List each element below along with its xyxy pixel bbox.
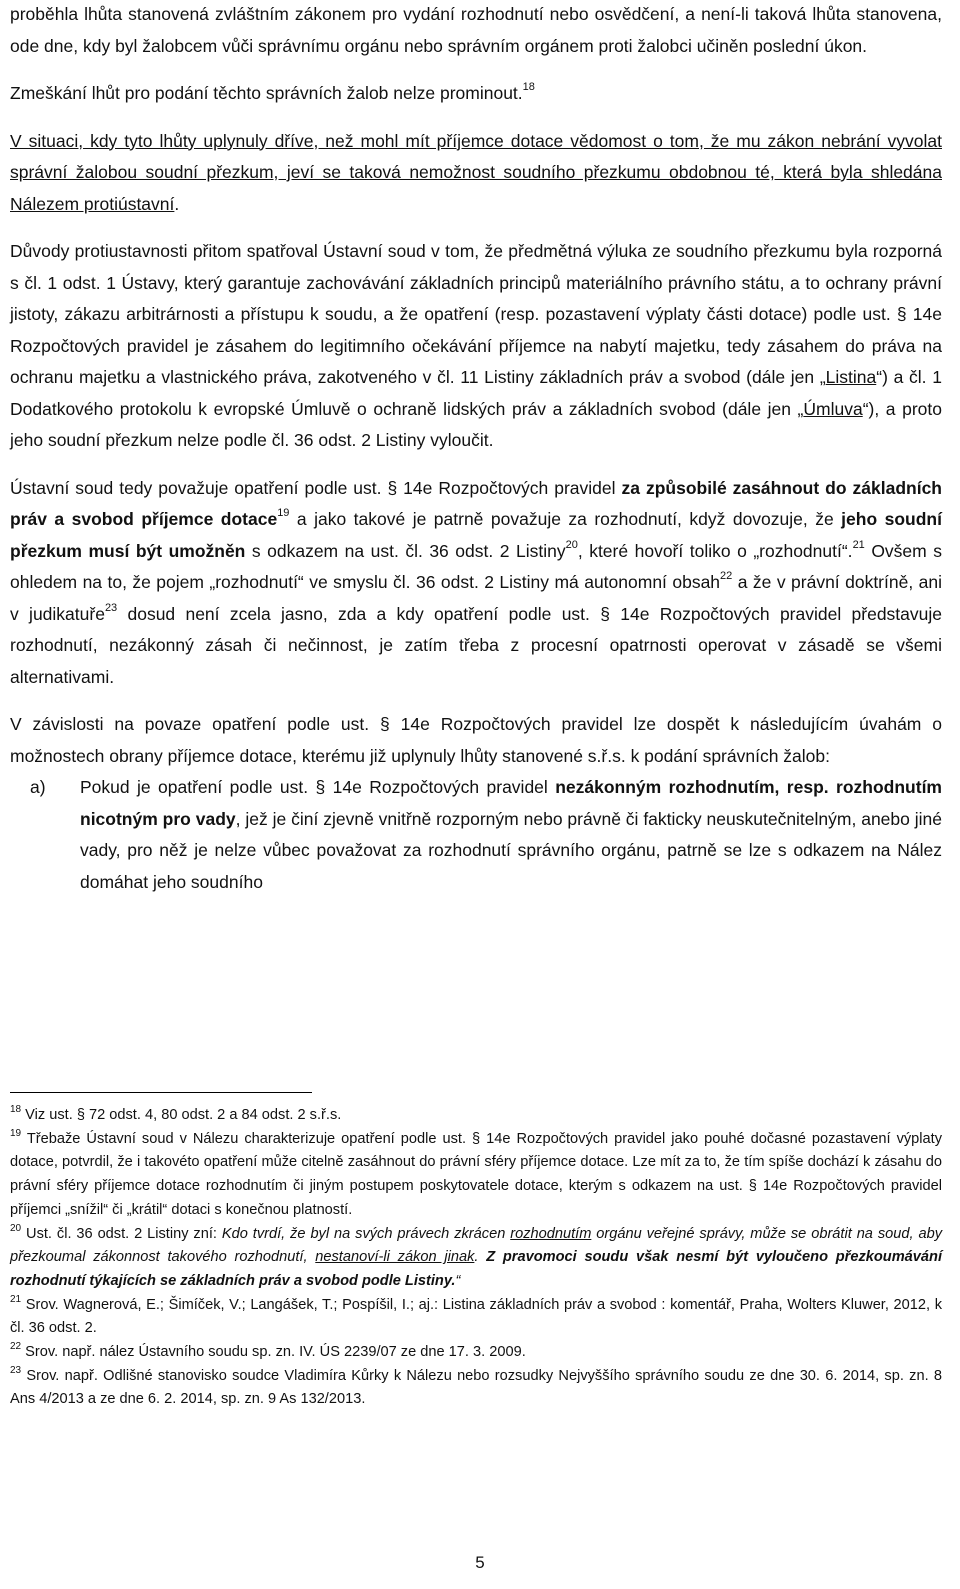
footnote: [10, 1294, 942, 1341]
paragraph-text: .: [174, 193, 180, 214]
footnote-text: Srov. Wagnerová, E.; Šimíček, V.; Langášek, T.; Pospíšil, I.; aj.: Listina základních práv a svobod : komentář, Praha, Wolters Kluwer, 2012, k čl. 36 odst. 2.: [10, 1296, 942, 1337]
footnote: [10, 1128, 942, 1223]
paragraph-text: dosud není zcela jasno, zda a kdy opatření podle ust. § 14e Rozpočtových pravidel představuje rozhodnutí, nezákonný zásah či nečinnost, je zatím třeba z procesní opatrnosti operovat v zásadě se všemi alternativami.: [10, 603, 942, 687]
paragraph-text: Ústavní soud tedy považuje opatření podle ust. § 14e Rozpočtových pravidel: [10, 477, 622, 498]
paragraph-text: , jež je činí zjevně vnitřně rozporným nebo právně či fakticky neuskutečnitelným, anebo jiné vady, pro něž je nelze vůbec považovat za rozhodnutí správního orgánu, patrně se lze s odkazem na Nález domáhat jeho soudního: [80, 808, 942, 892]
footnote-number: 23: [10, 1364, 22, 1376]
italic-quote: Kdo tvrdí, že byl na svých právech zkrácen: [221, 1225, 511, 1242]
footnote-text: Ust. čl. 36 odst. 2 Listiny zní:: [21, 1225, 222, 1242]
paragraph: [10, 78, 942, 110]
paragraph-text: Zmeškání lhůt pro podání těchto správních žalob nelze prominout.: [10, 83, 523, 103]
footnote-ref: 21: [852, 538, 865, 551]
footnote: [10, 1104, 942, 1128]
paragraph: [10, 473, 942, 694]
body-text: [10, 0, 942, 898]
footnote: [10, 1365, 942, 1412]
paragraph-text: proběhla lhůta stanovená zvláštním zákonem pro vydání rozhodnutí nebo osvědčení, a není-li taková lhůta stanovena, ode dne, kdy byl žalobcem vůči správnímu orgánu nebo správním orgánem proti žalobci učiněn poslední úkon.: [10, 4, 942, 56]
footnote-number: 19: [10, 1127, 22, 1139]
paragraph: [10, 709, 942, 772]
italic-quote: “: [455, 1272, 461, 1289]
paragraph-text: “) a čl. 1 Dodatkového protokolu k evropské Úmluvě o ochraně lidských práv a základních svobod (dále jen „: [10, 367, 942, 419]
list-marker: a): [30, 777, 46, 797]
footnote: [10, 1223, 942, 1294]
bold-text: jeho soudní přezkum musí být umožněn: [10, 509, 942, 561]
defined-term: Listina: [825, 367, 877, 387]
paragraph: [10, 126, 942, 221]
footnote-number: 18: [10, 1104, 22, 1116]
footnote-ref: 18: [522, 81, 535, 94]
footnote-separator: [10, 1092, 312, 1093]
page-number: 5: [475, 1553, 485, 1572]
paragraph-text: Ovšem s ohledem na to, že pojem „rozhodnutí“ ve smyslu čl. 36 odst. 2 Listiny má autonomní obsah: [10, 540, 942, 592]
paragraph-text: V závislosti na povaze opatření podle ust. § 14e Rozpočtových pravidel lze dospět k následujícím úvahám o možnostech obrany příjemce dotace, kterému již uplynuly lhůty stanovené s.ř.s. k podání správních žalob:: [10, 714, 942, 766]
footnote-number: 21: [10, 1293, 22, 1305]
footnote-text: Srov. např. Odlišné stanovisko soudce Vladimíra Kůrky k Nálezu nebo rozsudky Nejvyššího správního soudu ze dne 30. 6. 2014, sp. zn. 8 Ans 4/2013 a ze dne 6. 2. 2014, sp. zn. 9 As 132/2013.: [10, 1367, 942, 1408]
paragraph-text: s odkazem na ust. čl. 36 odst. 2 Listiny: [245, 540, 566, 561]
footnote-ref: 19: [277, 507, 290, 520]
footnote-number: 22: [10, 1341, 22, 1353]
footnote-text: Viz ust. § 72 odst. 4, 80 odst. 2 a 84 odst. 2 s.ř.s.: [21, 1107, 342, 1123]
bold-text: nezákonným rozhodnutím, resp. rozhodnutím nicotným pro vady: [80, 777, 942, 829]
list-item: [10, 772, 942, 898]
paragraph-text: a že v právní doktríně, ani v judikatuře: [10, 572, 942, 624]
footnote-text: Třebaže Ústavní soud v Nálezu charakterizuje opatření podle ust. § 14e Rozpočtových pravidel jako pouhé dočasné pozastavení výplaty dotace, potvrdil, že i takovéto opatření může citelně zasáhnout do právní sféry příjemce dotace. Lze mít za to, že tím spíše dochází k zásahu do právní sféry příjemce dotace rozhodnutím či jiným postupem poskytovatele dotace, kterým s odkazem na ust. § 14e Rozpočtových pravidel příjemci „snížil“ či „krátil“ dotaci s konečnou platností.: [10, 1130, 942, 1218]
underlined-text: V situaci, kdy tyto lhůty uplynuly dříve, než mohl mít příjemce dotace vědomost o tom, že mu zákon nebrání vyvolat správní žalobou soudní přezkum, jeví se taková nemožnost soudního přezkumu obdobnou té, která byla shledána Nálezem protiústavní: [10, 130, 942, 214]
italic-quote: rozhodnutím: [510, 1225, 592, 1242]
bold-italic-quote: Z pravomoci soudu však nesmí být vyloučeno přezkoumávání rozhodnutí týkajících se základních práv a svobod podle Listiny.: [10, 1249, 943, 1289]
paragraph-text: Pokud je opatření podle ust. § 14e Rozpočtových pravidel: [80, 777, 556, 797]
footnote-text: Srov. např. nález Ústavního soudu sp. zn. IV. ÚS 2239/07 ze dne 17. 3. 2009.: [21, 1344, 526, 1361]
bold-text: za způsobilé zasáhnout do základních práv a svobod příjemce dotace: [10, 477, 942, 529]
paragraph-text: a jako takové je patrně považuje za rozhodnutí, když dovozuje, že: [289, 509, 842, 529]
paragraph-text: Důvody protiustavnosti přitom spatřoval Ústavní soud v tom, že předmětná výluka ze soudního přezkumu byla rozporná s čl. 1 odst. 1 Ústavy, který garantuje zachovávání základních principů materiálního právního státu, a to ochrany právní jistoty, zákazu arbitrárnosti a přístupu k soudu, a že opatření (resp. pozastavení výplaty části dotace) podle ust. § 14e Rozpočtových pravidel je zásahem do legitimního očekávání příjemce na nabytí majetku, tedy zásahem do práva na ochranu majetku a vlastnického práva, zakotveného v čl. 11 Listiny základních práv a svobod (dále jen „: [10, 241, 942, 387]
defined-term: Úmluva: [803, 398, 863, 419]
footnote: [10, 1341, 942, 1365]
paragraph: [10, 0, 942, 62]
italic-quote: nestanoví-li zákon jinak: [315, 1249, 475, 1266]
italic-quote: orgánu veřejné správy, může se obrátit na soud, aby přezkoumal zákonnost takového rozhodnutí,: [10, 1225, 942, 1266]
footnotes: [10, 1104, 942, 1412]
footnote-ref: 23: [104, 601, 118, 614]
paragraph-text: , které hovoří toliko o „rozhodnutí“.: [577, 540, 853, 561]
italic-quote: .: [474, 1249, 487, 1266]
footnote-ref: 22: [720, 570, 733, 583]
footnote-ref: 20: [565, 538, 578, 551]
paragraph: [10, 236, 942, 457]
paragraph-text: “), a proto jeho soudní přezkum nelze podle čl. 36 odst. 2 Listiny vyloučit.: [10, 398, 942, 450]
footnote-number: 20: [10, 1222, 22, 1234]
